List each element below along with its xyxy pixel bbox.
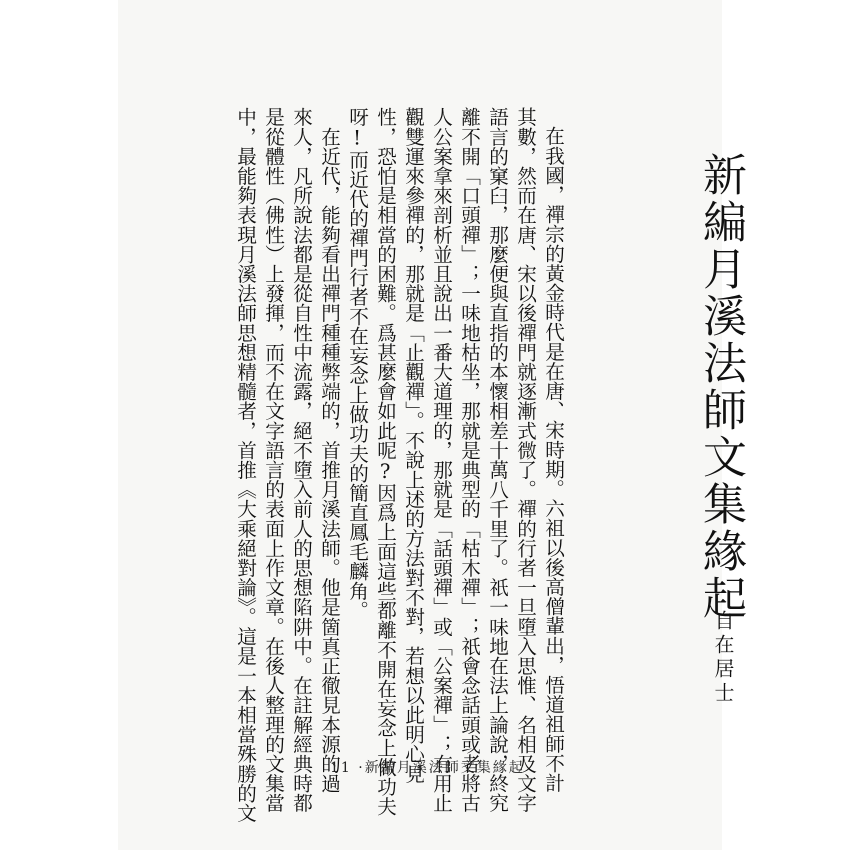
author-name: 自在居士 bbox=[711, 610, 735, 706]
text-line-11: 是從體性（佛性）上發揮，而不在文字語言的表面上作文章。在後人整理的文集當 bbox=[261, 107, 285, 813]
text-line-2: 其數，然而在唐、宋以後禪門就逐漸式微了。禪的行者一旦墮入思惟、名相及文字 bbox=[513, 107, 537, 813]
text-line-3: 語言的窠臼，那麼便與直指的本懷相差十萬八千里了。祇一味地在法上論說，終究 bbox=[485, 107, 509, 813]
text-line-10: 來人，凡所說法都是從自性中流露，絕不墮入前人的思想陷阱中。在註解經典時都 bbox=[289, 107, 313, 813]
text-line-5: 人公案拿來剖析並且說出一番大道理的，那就是「話頭禪」或「公案禪」；有用止 bbox=[429, 107, 453, 813]
text-line-7: 性，恐怕是相當的困難。爲甚麼會如此呢?因爲上面這些都離不開在妄念上做功夫 bbox=[373, 107, 397, 816]
text-line-6: 觀雙運來參禪的，那就是「止觀禪」。不說上述的方法對不對，若想以此明心見 bbox=[401, 107, 425, 784]
text-line-9: 在近代，能夠看出禪門種種弊端的，首推月溪法師。他是箇真正徹見本源的過 bbox=[317, 107, 341, 793]
text-line-4: 離不開「口頭禪」；一味地枯坐，那就是典型的「枯木禪」；祇會念話頭或者將古 bbox=[457, 107, 481, 813]
text-line-8: 呀!而近代的禪門行者不在妄念上做功夫的簡直鳳毛麟角。 bbox=[345, 107, 369, 620]
text-line-1: 在我國，禪宗的黃金時代是在唐、宋時期。六祖以後高僧輩出，悟道祖師不計 bbox=[541, 126, 565, 793]
chapter-title: 新編月溪法師文集緣起 bbox=[695, 152, 746, 622]
page-footer: 11 ·新編月溪法師文集緣起 bbox=[330, 760, 525, 776]
text-line-12: 中，最能夠表現月溪法師思想精髓者，首推《大乘絕對論》。這是一本相當殊勝的文 bbox=[233, 107, 257, 823]
book-page bbox=[118, 0, 746, 850]
